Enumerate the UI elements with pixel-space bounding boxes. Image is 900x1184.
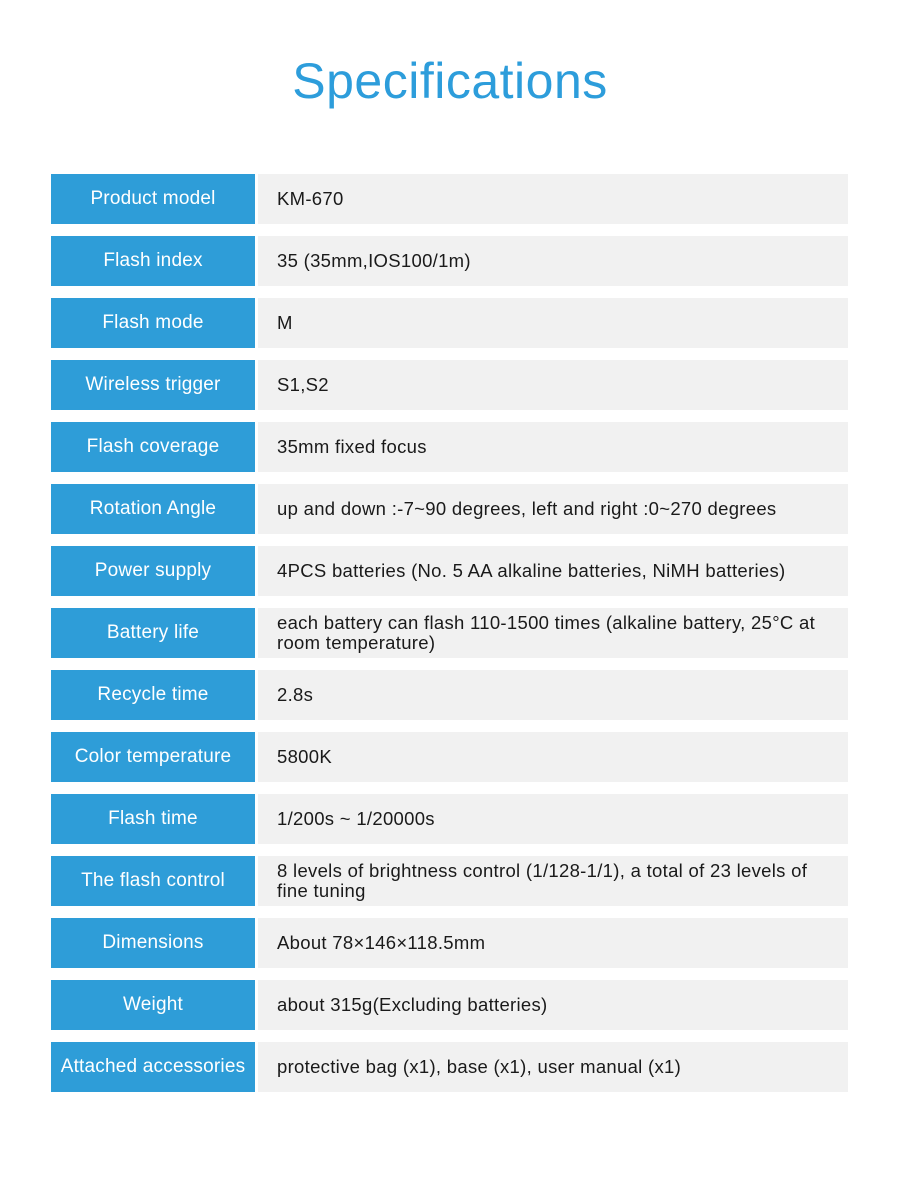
spec-value-text: 5800K xyxy=(277,746,332,767)
spec-value-text: S1,S2 xyxy=(277,374,329,395)
spec-value xyxy=(258,980,848,1030)
spec-row-battery-life xyxy=(51,608,848,658)
spec-value-text: each battery can flash 110-1500 times (alkaline battery, 25°C at room temperature) xyxy=(277,612,816,653)
spec-value-text: up and down :-7~90 degrees, left and right :0~270 degrees xyxy=(277,498,777,519)
spec-value xyxy=(258,298,848,348)
spec-value-text: 35 (35mm,IOS100/1m) xyxy=(277,250,471,271)
spec-label: Flash coverage xyxy=(51,422,255,472)
spec-row-power-supply xyxy=(51,546,848,596)
spec-value-text: KM-670 xyxy=(277,188,344,209)
spec-label: Weight xyxy=(51,980,255,1030)
spec-value xyxy=(258,546,848,596)
spec-row-flash-coverage xyxy=(51,422,848,472)
spec-value xyxy=(258,1042,848,1092)
spec-label: Product model xyxy=(51,174,255,224)
spec-label: Flash mode xyxy=(51,298,255,348)
spec-row-attached-accessories xyxy=(51,1042,848,1092)
spec-value xyxy=(258,422,848,472)
spec-value-text: about 315g(Excluding batteries) xyxy=(277,994,548,1015)
spec-value-text: 2.8s xyxy=(277,684,314,705)
spec-value xyxy=(258,360,848,410)
spec-row-weight xyxy=(51,980,848,1030)
spec-value xyxy=(258,236,848,286)
spec-row-product-model xyxy=(51,174,848,224)
spec-value-text: About 78×146×118.5mm xyxy=(277,932,486,953)
spec-label: Recycle time xyxy=(51,670,255,720)
spec-row-rotation-angle xyxy=(51,484,848,534)
spec-value xyxy=(258,174,848,224)
spec-value xyxy=(258,670,848,720)
spec-table xyxy=(51,174,848,1104)
spec-row-flash-mode xyxy=(51,298,848,348)
spec-row-color-temperature xyxy=(51,732,848,782)
spec-label: Flash index xyxy=(51,236,255,286)
spec-label: Flash time xyxy=(51,794,255,844)
spec-value-text: 4PCS batteries (No. 5 AA alkaline batteries, NiMH batteries) xyxy=(277,560,786,581)
spec-value-text: 8 levels of brightness control (1/128-1/1), a total of 23 levels of fine tuning xyxy=(277,860,808,901)
spec-row-flash-time xyxy=(51,794,848,844)
spec-value-text: 1/200s ~ 1/20000s xyxy=(277,808,435,829)
spec-label: Attached accessories xyxy=(51,1042,255,1092)
spec-value xyxy=(258,856,848,906)
page-title: Specifications xyxy=(292,53,608,109)
spec-label: Power supply xyxy=(51,546,255,596)
spec-label: Color temperature xyxy=(51,732,255,782)
spec-label: Rotation Angle xyxy=(51,484,255,534)
spec-value xyxy=(258,794,848,844)
spec-row-wireless-trigger xyxy=(51,360,848,410)
spec-label: The flash control xyxy=(51,856,255,906)
spec-value-text: M xyxy=(277,312,293,333)
spec-row-flash-control xyxy=(51,856,848,906)
spec-value xyxy=(258,918,848,968)
spec-label: Wireless trigger xyxy=(51,360,255,410)
spec-row-flash-index xyxy=(51,236,848,286)
spec-row-dimensions xyxy=(51,918,848,968)
spec-value-text: 35mm fixed focus xyxy=(277,436,427,457)
spec-value-text: protective bag (x1), base (x1), user manual (x1) xyxy=(277,1056,682,1077)
spec-value xyxy=(258,484,848,534)
spec-value xyxy=(258,608,848,658)
spec-label: Battery life xyxy=(51,608,255,658)
spec-label: Dimensions xyxy=(51,918,255,968)
spec-row-recycle-time xyxy=(51,670,848,720)
spec-value xyxy=(258,732,848,782)
